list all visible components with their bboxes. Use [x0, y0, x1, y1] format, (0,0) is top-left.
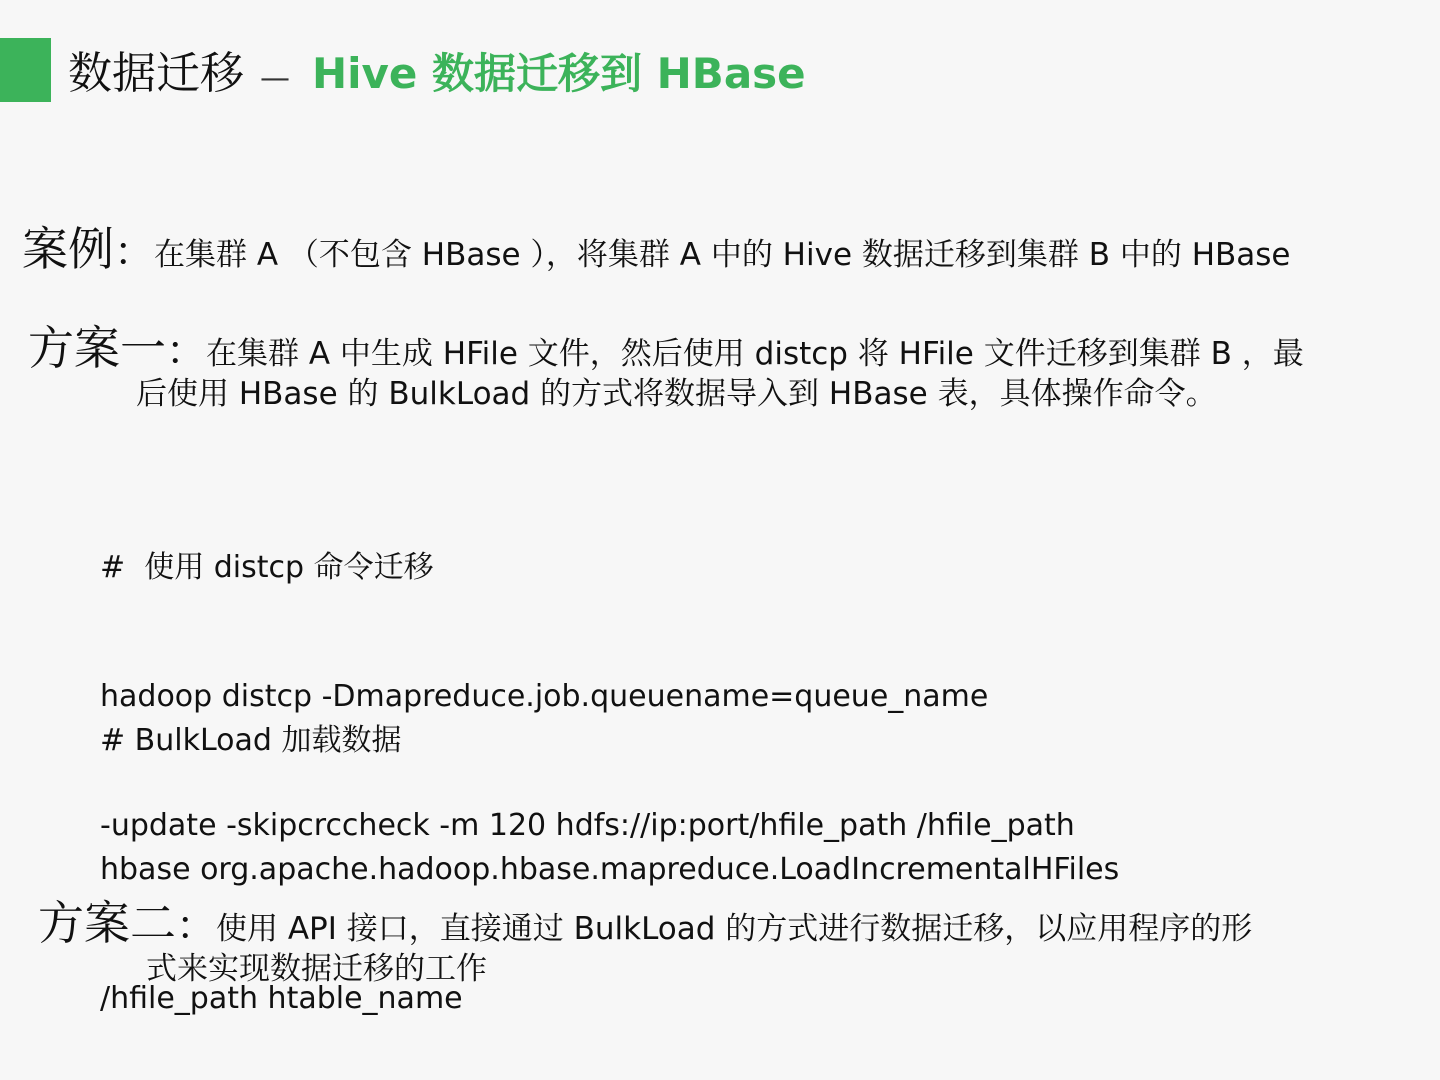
plan1-text-line2: 后使用 HBase 的 BulkLoad 的方式将数据导入到 HBase 表，具体操作命令。: [136, 376, 1217, 412]
code-block-bulkload: [100, 633, 1119, 1063]
plan2-colon: ：: [176, 903, 216, 949]
title-main: 数据迁移: [68, 48, 244, 99]
plan2-text-line1: 使用 API 接口，直接通过 BulkLoad 的方式进行数据迁移，以应用程序的形: [216, 911, 1253, 947]
code-line: # 使用 distcp 命令迁移: [100, 550, 434, 585]
code-line: hbase org.apache.hadoop.hbase.mapreduce.LoadIncrementalHFiles: [100, 852, 1120, 887]
code-line: hadoop distcp -Dmapreduce.job.queuename=queue_name: [100, 679, 989, 714]
code-line: # BulkLoad 加载数据: [100, 723, 402, 758]
case-colon: ：: [114, 229, 154, 275]
page-title: [68, 42, 806, 106]
plan2-text-line2: 式来实现数据迁移的工作: [146, 951, 487, 987]
title-dash: —: [260, 61, 290, 96]
code-line: -update -skipcrccheck -m 120 hdfs://ip:port/hfile_path /hfile_path: [100, 808, 1075, 843]
case-text: 在集群 A （不包含 HBase ），将集群 A 中的 Hive 数据迁移到集群 B 中的 HBase: [154, 237, 1291, 273]
plan1-colon: ：: [166, 328, 206, 374]
case-paragraph: [22, 218, 1291, 291]
title-accent-bar: [0, 38, 51, 102]
plan1-label: 方案一: [28, 321, 166, 375]
plan1-text-line1: 在集群 A 中生成 HFile 文件，然后使用 distcp 将 HFile 文件迁移到集群 B ，最: [206, 336, 1304, 372]
code-line: /hfile_path htable_name: [100, 981, 463, 1016]
plan2-label: 方案二: [38, 896, 176, 950]
title-subtitle: Hive 数据迁移到 HBase: [312, 49, 806, 98]
case-label: 案例: [22, 222, 114, 276]
